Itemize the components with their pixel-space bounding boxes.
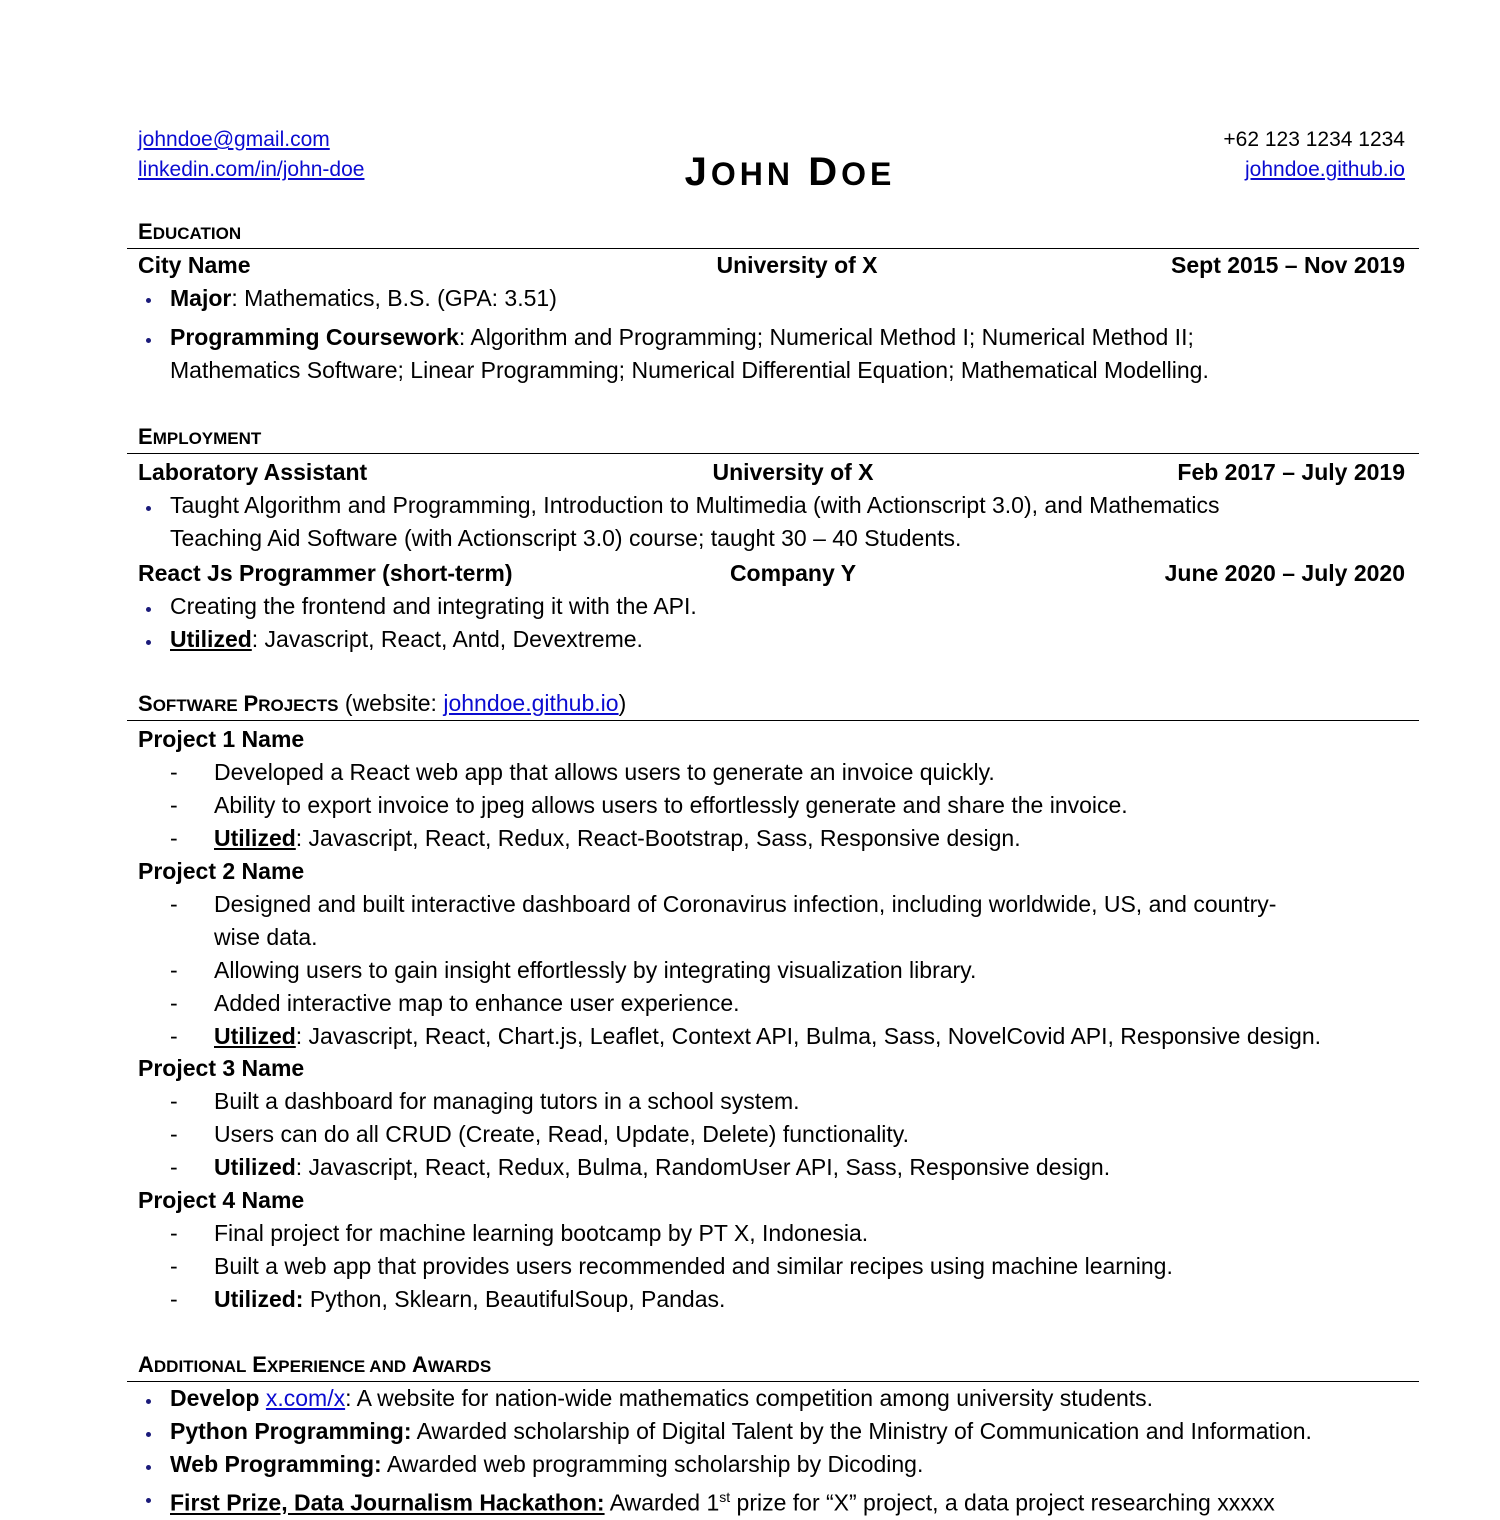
project-tools: Utilized: Javascript, React, Redux, React-Bootstrap, Sass, Responsive design. [214,825,1021,851]
education-major: Major: Mathematics, B.S. (GPA: 3.51) [170,285,557,311]
bullet-icon [146,1399,151,1404]
education-school: University of X [716,252,878,278]
dash-marker: - [170,957,178,983]
dash-marker: - [170,1253,178,1279]
project-tools: Utilized: Javascript, React, Chart.js, Leaflet, Context API, Bulma, Sass, NovelCovid API, Responsive design. [214,1023,1322,1049]
bullet-icon [146,1432,151,1437]
project-bullet: Final project for machine learning bootcamp by PT X, Indonesia. [214,1220,869,1246]
award-item: Develop x.com/x: A website for nation-wide mathematics competition among university students. [170,1385,1154,1411]
project-bullet: Added interactive map to enhance user experience. [214,990,740,1016]
project-bullet: Built a dashboard for managing tutors in a school system. [214,1088,800,1114]
job-dates: Feb 2017 – July 2019 [1177,459,1405,485]
education-coursework: Programming Coursework: Algorithm and Programming; Numerical Method I; Numerical Method II; [170,324,1194,350]
bullet-icon [146,506,151,511]
bullet-icon [146,1498,151,1503]
projects-heading: SOFTWARE PROJECTS (website: johndoe.github.io) [138,690,627,716]
section-divider [127,453,1419,454]
projects-website-link[interactable]: johndoe.github.io [443,690,619,716]
project-bullet-cont: wise data. [214,924,318,950]
dash-marker: - [170,1121,178,1147]
award-link[interactable]: x.com/x [265,1385,346,1411]
job-description-cont: Teaching Aid Software (with Actionscript 3.0) course; taught 30 – 40 Students. [170,525,962,551]
website-link[interactable]: johndoe.github.io [1245,158,1405,181]
job-tools: Utilized: Javascript, React, Antd, Devextreme. [170,626,643,652]
education-heading: EDUCATION [138,219,242,244]
dash-marker: - [170,825,178,851]
project-bullet: Built a web app that provides users recommended and similar recipes using machine learning. [214,1253,1173,1279]
dash-marker: - [170,759,178,785]
education-coursework-cont: Mathematics Software; Linear Programming; Numerical Differential Equation; Mathematical Modelling. [170,357,1209,383]
dash-marker: - [170,990,178,1016]
project-bullet: Users can do all CRUD (Create, Read, Update, Delete) functionality. [214,1121,909,1147]
email-link[interactable]: johndoe@gmail.com [138,128,330,151]
project-name: Project 3 Name [138,1055,305,1081]
dash-marker: - [170,1154,178,1180]
project-bullet: Allowing users to gain insight effortlessly by integrating visualization library. [214,957,977,983]
award-item: Python Programming: Awarded scholarship of Digital Talent by the Ministry of Communication and Information. [170,1418,1312,1444]
bullet-icon [146,338,151,343]
employment-heading: EMPLOYMENT [138,424,262,449]
project-name: Project 1 Name [138,726,305,752]
project-tools: Utilized: Javascript, React, Redux, Bulma, RandomUser API, Sass, Responsive design. [214,1154,1111,1180]
linkedin-link[interactable]: linkedin.com/in/john-doe [138,158,365,181]
project-name: Project 2 Name [138,858,305,884]
job-title: Laboratory Assistant [138,459,368,485]
bullet-icon [146,640,151,645]
page-title: JOHN DOE [684,150,896,194]
dash-marker: - [170,891,178,917]
job-org: University of X [712,459,874,485]
project-bullet: Designed and built interactive dashboard of Coronavirus infection, including worldwide, US, and country- [214,891,1277,917]
project-bullet: Developed a React web app that allows users to generate an invoice quickly. [214,759,995,785]
education-dates: Sept 2015 – Nov 2019 [1171,252,1405,278]
project-bullet: Ability to export invoice to jpeg allows users to effortlessly generate and share the invoice. [214,792,1128,818]
award-item: First Prize, Data Journalism Hackathon: Awarded 1st prize for “X” project, a data project researching xxxxx [170,1489,1275,1516]
section-divider [127,720,1419,721]
project-name: Project 4 Name [138,1187,305,1213]
education-city: City Name [138,252,251,278]
project-tools: Utilized: Python, Sklearn, BeautifulSoup, Pandas. [214,1286,726,1312]
dash-marker: - [170,792,178,818]
bullet-icon [146,1465,151,1470]
phone-number: +62 123 1234 1234 [1223,128,1405,151]
job-description: Taught Algorithm and Programming, Introduction to Multimedia (with Actionscript 3.0), and Mathematics [170,492,1220,518]
dash-marker: - [170,1023,178,1049]
dash-marker: - [170,1088,178,1114]
job-description: Creating the frontend and integrating it with the API. [170,593,697,619]
bullet-icon [146,607,151,612]
award-item: Web Programming: Awarded web programming scholarship by Dicoding. [170,1451,924,1477]
dash-marker: - [170,1220,178,1246]
dash-marker: - [170,1286,178,1312]
job-dates: June 2020 – July 2020 [1164,560,1405,586]
additional-heading: ADDITIONAL EXPERIENCE AND AWARDS [138,1352,492,1377]
job-org: Company Y [729,560,857,586]
job-title: React Js Programmer (short-term) [138,560,513,586]
bullet-icon [146,298,151,303]
